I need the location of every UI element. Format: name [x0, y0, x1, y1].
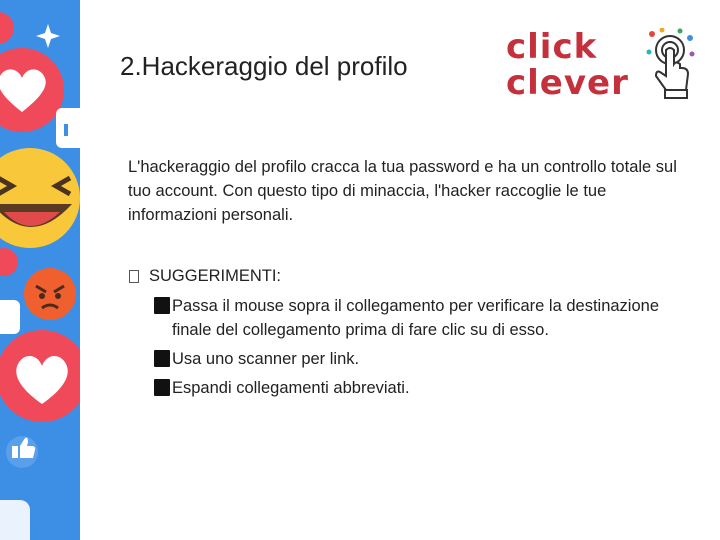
list-item: [154, 376, 688, 400]
list-item: [154, 347, 688, 371]
pointing-hand-icon: [646, 28, 696, 100]
angry-emoji-icon: [24, 268, 76, 320]
logo-line-1: click: [506, 27, 598, 67]
body-paragraph: L'hackeraggio del profilo cracca la tua password e ha un controllo totale sul tuo account. Con questo tipo di minaccia, l'hacker raccoglie le tue informazioni personali.: [128, 158, 677, 224]
sparkle-icon: [36, 24, 60, 48]
reaction-emojis-illustration: [0, 0, 80, 540]
tips-list: [154, 294, 688, 400]
slide-title: 2.Hackeraggio del profilo: [120, 51, 408, 81]
tip-text: Usa uno scanner per link.: [172, 350, 360, 368]
bullet-mark-icon: [154, 350, 170, 367]
bullet-mark-icon: [154, 297, 170, 314]
bullet-mark-icon: [154, 379, 170, 396]
logo-line-2: clever: [506, 63, 629, 103]
list-item: [154, 294, 688, 342]
reaction-emoji-strip: [0, 0, 80, 540]
click-clever-logo: [506, 28, 696, 104]
tips-section: [128, 264, 688, 405]
tips-heading: [128, 264, 688, 288]
bullet-box-icon: [129, 270, 139, 283]
laughing-emoji-icon: [0, 148, 80, 248]
tip-text: Passa il mouse sopra il collegamento per verificare la destinazione finale del collegamento prima di fare clic su di esso.: [172, 297, 659, 339]
tips-heading-text: SUGGERIMENTI:: [149, 267, 282, 285]
tip-text: Espandi collegamenti abbreviati.: [172, 379, 410, 397]
